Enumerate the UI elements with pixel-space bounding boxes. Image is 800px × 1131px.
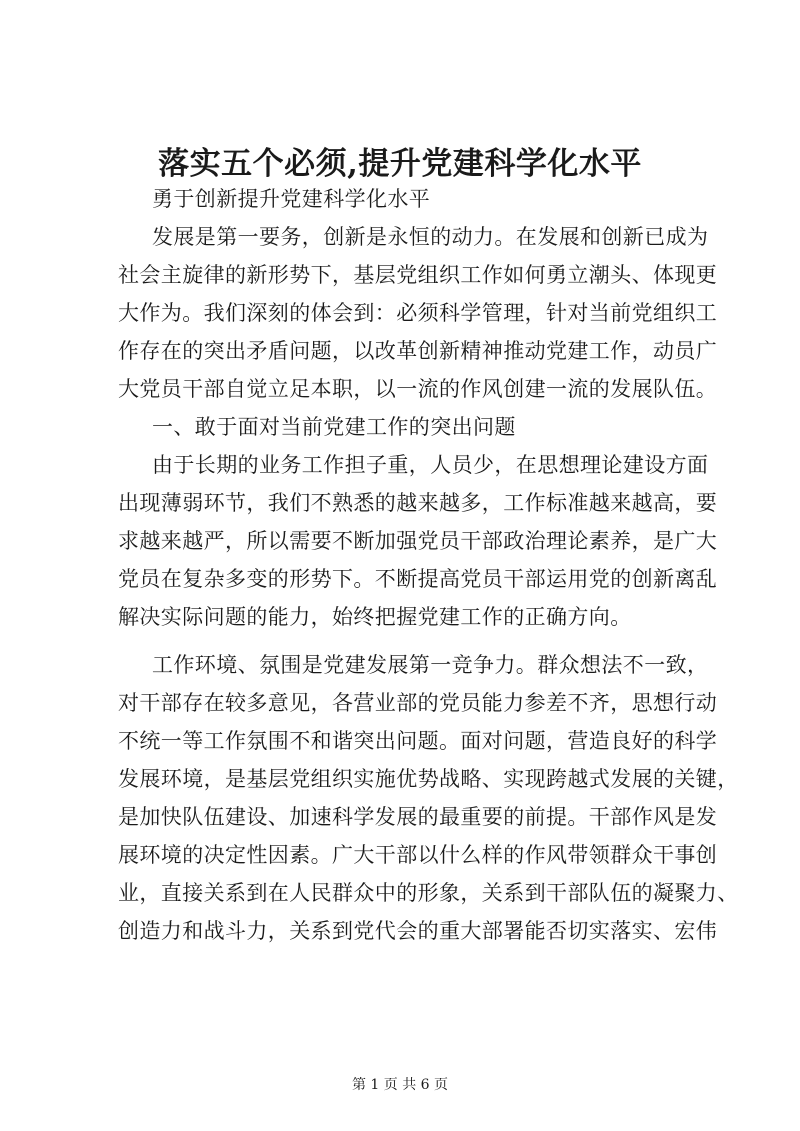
page-footer: 第 1 页 共 6 页 [351, 1077, 449, 1093]
text-line: 是加快队伍建设、加速科学发展的最重要的前提。干部作风是发 [118, 805, 718, 829]
text-line: 勇于创新提升党建科学化水平 [152, 187, 431, 211]
text-line: 业，直接关系到在人民群众中的形象，关系到干部队伍的凝聚力、 [118, 881, 739, 905]
text-line: 不统一等工作氛围不和谐突出问题。面对问题，营造良好的科学 [118, 729, 718, 753]
text-line: 解决实际问题的能力，始终把握党建工作的正确方向。 [118, 605, 632, 629]
text-line: 工作环境、氛围是党建发展第一竞争力。群众想法不一致， [152, 653, 709, 677]
text-line: 大作为。我们深刻的体会到：必须科学管理，针对当前党组织工 [118, 301, 718, 325]
document-body [118, 180, 739, 950]
text-line: 作存在的突出矛盾问题，以改革创新精神推动党建工作，动员广 [118, 339, 718, 363]
text-line: 由于长期的业务工作担子重，人员少，在思想理论建设方面 [152, 453, 709, 477]
text-line: 创造力和战斗力，关系到党代会的重大部署能否切实落实、宏伟 [118, 919, 718, 943]
document-title: 落实五个必须,提升党建科学化水平 [158, 146, 642, 182]
text-line: 对干部存在较多意见，各营业部的党员能力参差不齐，思想行动 [118, 691, 718, 715]
text-line: 展环境的决定性因素。广大干部以什么样的作风带领群众干事创 [118, 843, 718, 867]
text-line: 出现薄弱环节，我们不熟悉的越来越多，工作标准越来越高，要 [118, 491, 718, 515]
paragraph-gap [118, 636, 708, 646]
text-line: 发展环境，是基层党组织实施优势战略、实现跨越式发展的关键， [118, 767, 739, 791]
text-line: 一、敢于面对当前党建工作的突出问题 [152, 415, 516, 439]
text-line: 求越来越严，所以需要不断加强党员干部政治理论素养，是广大 [118, 529, 718, 553]
text-line: 大党员干部自觉立足本职，以一流的作风创建一流的发展队伍。 [118, 377, 718, 401]
text-line: 社会主旋律的新形势下，基层党组织工作如何勇立潮头、体现更 [118, 263, 718, 287]
text-line: 发展是第一要务，创新是永恒的动力。在发展和创新已成为 [152, 225, 709, 249]
text-line: 党员在复杂多变的形势下。不断提高党员干部运用党的创新离乱 [118, 567, 718, 591]
